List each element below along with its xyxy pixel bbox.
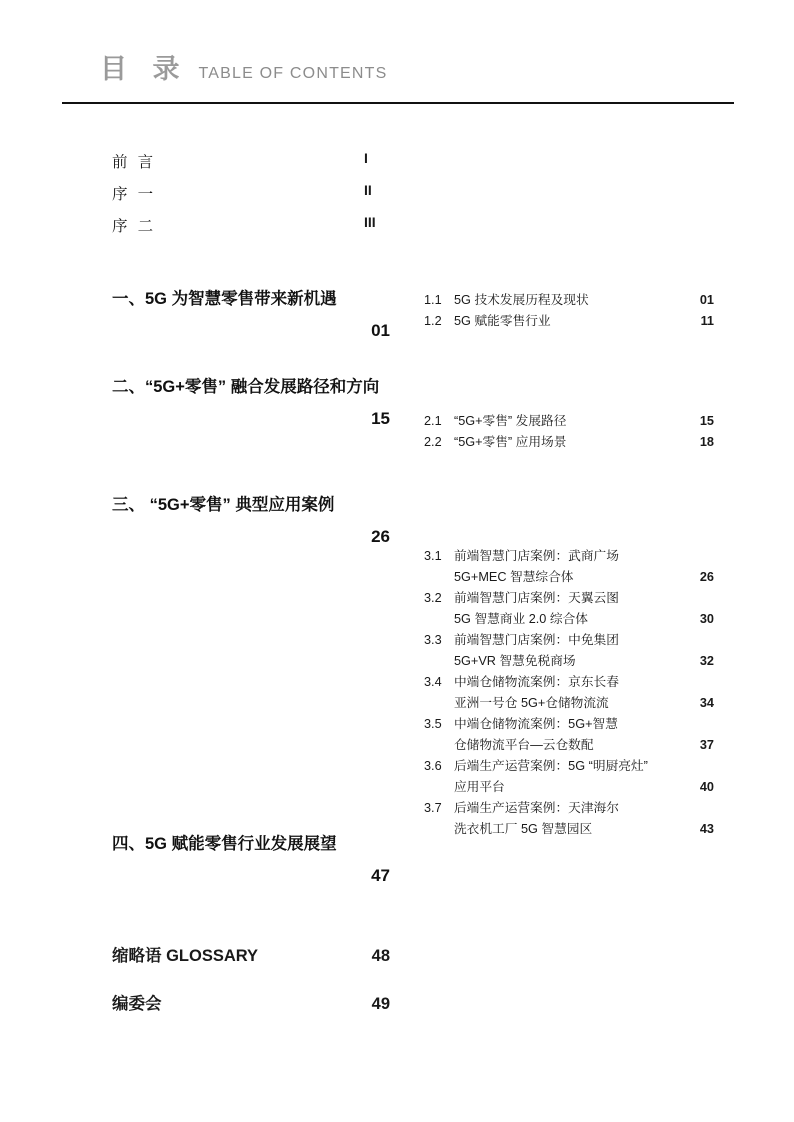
section-number: 1.2 [424, 314, 442, 328]
section-title: 前端智慧门店案例：中免集团 [454, 633, 619, 647]
section-title: 后端生产运营案例：5G “明厨亮灶” [454, 759, 648, 773]
front-matter-page: II [364, 182, 372, 198]
toc-left-column [112, 150, 400, 1019]
section-number: 3.4 [424, 675, 442, 689]
chapter-page: 01 [371, 321, 390, 340]
front-matter-page: III [364, 214, 376, 230]
front-matter-label: 序 二 [112, 218, 154, 235]
section-page: 43 [699, 822, 714, 836]
header-divider [62, 102, 734, 104]
chapter-page: 26 [371, 527, 390, 546]
chapter-title: 四、5G 赋能零售行业发展展望 [112, 835, 337, 853]
section-title-cont: 洗衣机工厂 5G 智慧园区 [454, 822, 593, 836]
section-group-3 [424, 546, 714, 840]
section-page: 30 [699, 612, 714, 626]
front-matter-row[interactable] [112, 182, 400, 214]
section-title-cont: 5G 智慧商业 2.0 综合体 [454, 612, 588, 626]
section-title-cont: 5G+VR 智慧免税商场 [454, 654, 576, 668]
section-number: 2.1 [424, 414, 442, 428]
toc-right-column [424, 290, 714, 840]
section-number: 3.6 [424, 759, 442, 773]
back-matter-committee[interactable] [112, 989, 390, 1019]
section-number: 3.7 [424, 801, 442, 815]
section-group-1 [424, 290, 714, 332]
section-entry-2-1[interactable] [424, 411, 714, 432]
section-title-cont: 仓储物流平台—云仓数配 [454, 738, 594, 752]
section-number: 2.2 [424, 435, 442, 449]
front-matter-row[interactable] [112, 214, 400, 246]
chapter-entry-4[interactable] [112, 829, 400, 891]
chapter-entry-2[interactable] [112, 372, 400, 434]
section-title: 中端仓储物流案例：京东长春 [454, 675, 619, 689]
section-entry-3-7[interactable] [424, 798, 714, 840]
section-entry-3-2[interactable] [424, 588, 714, 630]
section-number: 1.1 [424, 293, 442, 307]
chapter-page: 15 [371, 409, 390, 428]
section-page: 32 [699, 654, 714, 668]
section-entry-3-4[interactable] [424, 672, 714, 714]
section-number: 3.5 [424, 717, 442, 731]
front-matter-row[interactable] [112, 150, 400, 182]
section-title-cont: 应用平台 [454, 780, 505, 794]
section-title: 中端仓储物流案例：5G+智慧 [454, 717, 618, 731]
section-title: 前端智慧门店案例：天翼云图 [454, 591, 619, 605]
front-matter-label: 前 言 [112, 154, 154, 171]
section-title: “5G+零售” 发展路径 [454, 414, 567, 428]
section-number: 3.2 [424, 591, 442, 605]
section-page: 40 [699, 780, 714, 794]
back-matter-glossary[interactable] [112, 941, 390, 971]
section-entry-3-6[interactable] [424, 756, 714, 798]
section-entry-2-2[interactable] [424, 432, 714, 453]
section-page: 37 [699, 738, 714, 752]
front-matter-list [112, 150, 400, 246]
section-number: 3.3 [424, 633, 442, 647]
page-title-en: TABLE OF CONTENTS [198, 65, 388, 82]
section-page: 15 [699, 414, 714, 428]
section-entry-1-1[interactable] [424, 290, 714, 311]
toc-header-line [62, 56, 734, 98]
section-title-cont: 5G+MEC 智慧综合体 [454, 570, 574, 584]
back-matter-page: 49 [371, 995, 390, 1013]
back-matter-label: 编委会 [112, 995, 162, 1013]
section-page: 34 [699, 696, 714, 710]
section-page: 01 [699, 293, 714, 307]
section-title: 5G 技术发展历程及现状 [454, 293, 589, 307]
section-title: “5G+零售” 应用场景 [454, 435, 567, 449]
section-group-2 [424, 411, 714, 453]
chapter-entry-3[interactable] [112, 490, 400, 552]
section-title: 前端智慧门店案例：武商广场 [454, 549, 619, 563]
section-entry-3-3[interactable] [424, 630, 714, 672]
chapter-entry-1[interactable] [112, 284, 400, 346]
front-matter-page: I [364, 150, 368, 166]
back-matter-page: 48 [371, 947, 390, 965]
chapter-page: 47 [371, 866, 390, 885]
page-title-cn: 目 录 [100, 54, 189, 84]
back-matter-label: 缩略语 GLOSSARY [112, 947, 259, 965]
toc-header [62, 56, 734, 104]
chapter-title: 二、“5G+零售” 融合发展路径和方向 [112, 378, 380, 396]
chapter-title: 一、5G 为智慧零售带来新机遇 [112, 290, 337, 308]
section-title: 后端生产运营案例：天津海尔 [454, 801, 619, 815]
section-title: 5G 赋能零售行业 [454, 314, 551, 328]
section-number: 3.1 [424, 549, 442, 563]
section-entry-1-2[interactable] [424, 311, 714, 332]
section-page: 26 [699, 570, 714, 584]
section-page: 11 [700, 314, 714, 328]
section-entry-3-1[interactable] [424, 546, 714, 588]
section-page: 18 [699, 435, 714, 449]
section-entry-3-5[interactable] [424, 714, 714, 756]
chapter-title: 三、 “5G+零售” 典型应用案例 [112, 496, 335, 514]
section-title-cont: 亚洲一号仓 5G+仓储物流流 [454, 696, 609, 710]
front-matter-label: 序 一 [112, 186, 154, 203]
